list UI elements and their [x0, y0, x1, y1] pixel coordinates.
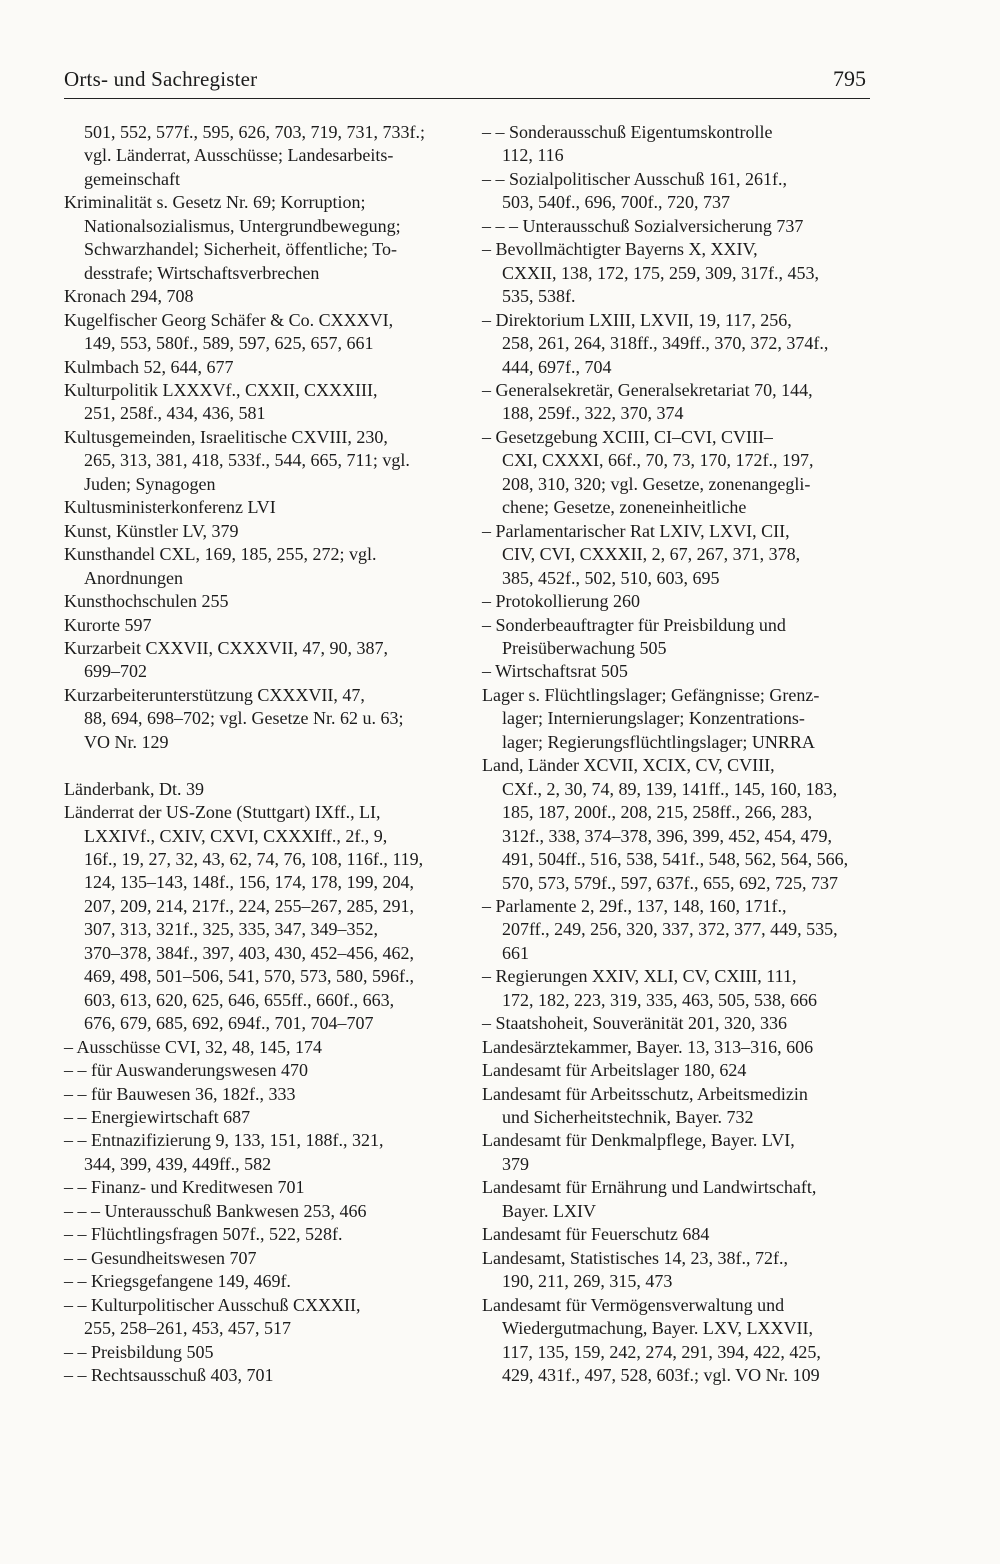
index-line: LXXIVf., CXIV, CXVI, CXXXIff., 2f., 9, — [84, 825, 388, 846]
index-entry — [64, 356, 452, 379]
index-line: 124, 135–143, 148f., 156, 174, 178, 199, 204, — [84, 872, 414, 893]
index-line: Kulturpolitik LXXXVf., CXXII, CXXXIII, — [64, 379, 378, 400]
index-entry — [482, 684, 870, 754]
index-line: Landesamt, Statistisches 14, 23, 38f., 72f., — [482, 1247, 788, 1268]
index-entry — [482, 895, 870, 965]
index-entry — [482, 168, 870, 215]
index-line: und Sicherheitstechnik, Bayer. 732 — [502, 1107, 754, 1128]
index-entry — [64, 543, 452, 590]
index-line: Kurzarbeit CXXVII, CXXXVII, 47, 90, 387, — [64, 637, 388, 658]
index-line: Landesärztekammer, Bayer. 13, 313–316, 606 — [482, 1036, 814, 1057]
index-entry — [482, 426, 870, 520]
index-line: Land, Länder XCVII, XCIX, CV, CVIII, — [482, 755, 775, 776]
index-line: – Bevollmächtigter Bayerns X, XXIV, — [482, 239, 758, 260]
running-head — [64, 58, 870, 99]
index-line: Kriminalität s. Gesetz Nr. 69; Korruption; — [64, 192, 366, 213]
index-entry — [482, 1176, 870, 1223]
index-line: – Sonderbeauftragter für Preisbildung und — [482, 614, 786, 635]
index-entry — [482, 1294, 870, 1388]
index-line: VO Nr. 129 — [84, 731, 169, 752]
index-line: gemeinschaft — [84, 168, 180, 189]
index-line: 172, 182, 223, 319, 335, 463, 505, 538, 666 — [502, 989, 817, 1010]
index-line: 185, 187, 200f., 208, 215, 258ff., 266, 283, — [502, 802, 813, 823]
index-entry — [482, 614, 870, 661]
index-line: 699–702 — [84, 661, 147, 682]
index-line: Nationalsozialismus, Untergrundbewegung; — [84, 215, 401, 236]
index-entry — [482, 1012, 870, 1035]
index-entry — [64, 590, 452, 613]
index-entry — [64, 1341, 452, 1364]
index-line: 535, 538f. — [502, 286, 576, 307]
index-line: – Parlamente 2, 29f., 137, 148, 160, 171f., — [482, 895, 787, 916]
index-entry — [64, 1129, 452, 1176]
index-entry — [64, 1223, 452, 1246]
index-line: 503, 540f., 696, 700f., 720, 737 — [502, 192, 730, 213]
index-line: 570, 573, 579f., 597, 637f., 655, 692, 725, 737 — [502, 872, 838, 893]
index-line: lager; Regierungsflüchtlingslager; UNRRA — [502, 731, 815, 752]
index-entry — [64, 1036, 452, 1059]
index-line: – – Flüchtlingsfragen 507f., 522, 528f. — [64, 1224, 343, 1245]
index-entry-continued — [64, 121, 452, 191]
index-line: lager; Internierungslager; Konzentrations- — [502, 708, 805, 729]
index-line: – – Finanz- und Kreditwesen 701 — [64, 1177, 305, 1198]
index-line: Juden; Synagogen — [84, 473, 216, 494]
index-entry — [482, 215, 870, 238]
index-line: Kultusministerkonferenz LVI — [64, 497, 276, 518]
index-entry — [64, 520, 452, 543]
index-line: Landesamt für Arbeitsschutz, Arbeitsmedizin — [482, 1083, 808, 1104]
index-line: 491, 504ff., 516, 538, 541f., 548, 562, 564, 566, — [502, 849, 849, 870]
index-line: Anordnungen — [84, 567, 183, 588]
index-line: Kugelfischer Georg Schäfer & Co. CXXXVI, — [64, 309, 394, 330]
index-entry — [64, 1200, 452, 1223]
index-line: 190, 211, 269, 315, 473 — [502, 1271, 673, 1292]
index-line: 385, 452f., 502, 510, 603, 695 — [502, 567, 720, 588]
index-line: – Protokollierung 260 — [482, 591, 640, 612]
index-line: – Staatshoheit, Souveränität 201, 320, 336 — [482, 1013, 787, 1034]
index-line: 661 — [502, 942, 529, 963]
index-line: CXf., 2, 30, 74, 89, 139, 141ff., 145, 160, 183, — [502, 778, 838, 799]
index-line: Kurzarbeiterunterstützung CXXXVII, 47, — [64, 684, 365, 705]
index-entry — [482, 1247, 870, 1294]
index-line: – Direktorium LXIII, LXVII, 19, 117, 256, — [482, 309, 792, 330]
index-line: vgl. Länderrat, Ausschüsse; Landesarbeits- — [84, 145, 394, 166]
index-line: 501, 552, 577f., 595, 626, 703, 719, 731, 733f.; — [84, 122, 425, 142]
index-line: 207ff., 249, 256, 320, 337, 372, 377, 449, 535, — [502, 919, 838, 940]
index-line: CXXII, 138, 172, 175, 259, 309, 317f., 453, — [502, 262, 819, 283]
index-line: – Ausschüsse CVI, 32, 48, 145, 174 — [64, 1036, 323, 1057]
index-line: 307, 313, 321f., 325, 335, 347, 349–352, — [84, 919, 378, 940]
index-line: Lager s. Flüchtlingslager; Gefängnisse; Grenz- — [482, 684, 820, 705]
index-line: Kunsthandel CXL, 169, 185, 255, 272; vgl. — [64, 544, 377, 565]
index-line: Preisüberwachung 505 — [502, 637, 667, 658]
index-line: chene; Gesetze, zoneneinheitliche — [502, 497, 747, 518]
index-line: 429, 431f., 497, 528, 603f.; vgl. VO Nr. 109 — [502, 1365, 820, 1386]
index-entry — [64, 801, 452, 1036]
index-line: – – – Unterausschuß Bankwesen 253, 466 — [64, 1200, 367, 1221]
index-line: – – Entnazifizierung 9, 133, 151, 188f., 321, — [64, 1130, 384, 1151]
index-entry — [64, 684, 452, 754]
index-entry — [482, 1129, 870, 1176]
index-entry — [64, 1270, 452, 1293]
index-line: – – Energiewirtschaft 687 — [64, 1107, 251, 1128]
index-line: Länderbank, Dt. 39 — [64, 778, 204, 799]
index-entry — [64, 426, 452, 496]
index-line: – – Preisbildung 505 — [64, 1341, 214, 1362]
index-line: Kronach 294, 708 — [64, 286, 194, 307]
index-line: CXI, CXXXI, 66f., 70, 73, 170, 172f., 197, — [502, 450, 814, 471]
index-line: Landesamt für Ernährung und Landwirtschaft, — [482, 1177, 817, 1198]
index-line: 676, 679, 685, 692, 694f., 701, 704–707 — [84, 1013, 374, 1034]
index-line: – – Rechtsausschuß 403, 701 — [64, 1365, 274, 1385]
index-entry — [64, 1294, 452, 1341]
index-entry — [482, 520, 870, 590]
index-column-left — [64, 121, 452, 1387]
index-line: 16f., 19, 27, 32, 43, 62, 74, 76, 108, 116f., 119, — [84, 849, 424, 870]
index-entry — [64, 637, 452, 684]
index-entry — [64, 309, 452, 356]
index-entry — [482, 965, 870, 1012]
index-line: Landesamt für Denkmalpflege, Bayer. LVI, — [482, 1130, 795, 1151]
index-line: 265, 313, 381, 418, 533f., 544, 665, 711; vgl. — [84, 450, 410, 471]
index-line: – – für Auswanderungswesen 470 — [64, 1060, 308, 1081]
index-line: 344, 399, 439, 449ff., 582 — [84, 1153, 272, 1174]
index-line: Bayer. LXIV — [502, 1200, 596, 1221]
index-line: Landesamt für Arbeitslager 180, 624 — [482, 1060, 747, 1081]
index-entry — [482, 1223, 870, 1246]
index-line: Landesamt für Vermögensverwaltung und — [482, 1294, 785, 1315]
index-entry — [482, 660, 870, 683]
page-number: 795 — [833, 66, 866, 91]
index-line: Landesamt für Feuerschutz 684 — [482, 1224, 710, 1245]
index-line: – – Sozialpolitischer Ausschuß 161, 261f., — [482, 168, 787, 189]
index-entry — [64, 191, 452, 285]
index-line: – Generalsekretär, Generalsekretariat 70, 144, — [482, 379, 813, 400]
index-line: Schwarzhandel; Sicherheit, öffentliche; To- — [84, 239, 397, 260]
index-entry — [482, 1083, 870, 1130]
index-entry — [482, 238, 870, 308]
index-entry — [64, 285, 452, 308]
index-line: Wiedergutmachung, Bayer. LXV, LXXVII, — [502, 1318, 814, 1339]
index-line: 255, 258–261, 453, 457, 517 — [84, 1318, 291, 1339]
index-entry — [482, 754, 870, 895]
index-entry — [482, 1036, 870, 1059]
index-entry — [64, 614, 452, 637]
index-line: 88, 694, 698–702; vgl. Gesetze Nr. 62 u. 63; — [84, 708, 404, 729]
index-line: – Regierungen XXIV, XLI, CV, CXIII, 111, — [482, 966, 797, 987]
index-line: 149, 553, 580f., 589, 597, 625, 657, 661 — [84, 333, 374, 354]
index-line: Kunst, Künstler LV, 379 — [64, 520, 239, 541]
index-line: 603, 613, 620, 625, 646, 655ff., 660f., 663, — [84, 989, 395, 1010]
index-entry — [64, 1247, 452, 1270]
index-line: 444, 697f., 704 — [502, 356, 612, 377]
index-line: Kulmbach 52, 644, 677 — [64, 356, 234, 377]
running-title: Orts- und Sachregister — [64, 67, 258, 91]
index-entry — [64, 1059, 452, 1082]
index-entry — [482, 590, 870, 613]
index-line: Kunsthochschulen 255 — [64, 591, 229, 612]
index-line: 188, 259f., 322, 370, 374 — [502, 403, 684, 424]
index-line: 251, 258f., 434, 436, 581 — [84, 403, 266, 424]
index-entry — [482, 379, 870, 426]
index-line: 112, 116 — [502, 145, 564, 166]
index-line: – Parlamentarischer Rat LXIV, LXVI, CII, — [482, 520, 790, 541]
index-line: 208, 310, 320; vgl. Gesetze, zonenangegli- — [502, 473, 811, 494]
index-line: 469, 498, 501–506, 541, 570, 573, 580, 596f., — [84, 966, 414, 987]
index-line: desstrafe; Wirtschaftsverbrechen — [84, 262, 320, 283]
index-line: 117, 135, 159, 242, 274, 291, 394, 422, 425, — [502, 1341, 821, 1362]
section-gap — [64, 754, 452, 777]
index-entry — [64, 1083, 452, 1106]
index-entry — [64, 778, 452, 801]
index-line: 207, 209, 214, 217f., 224, 255–267, 285, 291, — [84, 895, 414, 916]
index-line: – – Gesundheitswesen 707 — [64, 1247, 257, 1268]
index-entry — [64, 1176, 452, 1199]
index-entry — [64, 1364, 452, 1387]
index-line: – Gesetzgebung XCIII, CI–CVI, CVIII– — [482, 426, 773, 447]
index-line: 258, 261, 264, 318ff., 349ff., 370, 372, 374f., — [502, 333, 829, 354]
index-line: Kultusgemeinden, Israelitische CXVIII, 230, — [64, 426, 388, 447]
index-entry — [64, 379, 452, 426]
index-entry — [482, 121, 870, 168]
index-line: 370–378, 384f., 397, 403, 430, 452–456, 462, — [84, 942, 414, 963]
index-line: – Wirtschaftsrat 505 — [482, 661, 628, 682]
index-entry — [64, 496, 452, 519]
index-line: 379 — [502, 1153, 529, 1174]
index-line: – – Kriegsgefangene 149, 469f. — [64, 1271, 291, 1292]
index-line: Länderrat der US-Zone (Stuttgart) IXff., LI, — [64, 802, 381, 823]
index-column-right — [482, 121, 870, 1387]
index-entry — [482, 1059, 870, 1082]
index-line: Kurorte 597 — [64, 614, 152, 635]
index-line: – – – Unterausschuß Sozialversicherung 737 — [482, 215, 804, 236]
index-entry — [482, 309, 870, 379]
index-line: – – Sonderausschuß Eigentumskontrolle — [482, 122, 773, 142]
index-line: – – für Bauwesen 36, 182f., 333 — [64, 1083, 296, 1104]
index-entry — [64, 1106, 452, 1129]
index-line: CIV, CVI, CXXXII, 2, 67, 267, 371, 378, — [502, 544, 801, 565]
index-line: – – Kulturpolitischer Ausschuß CXXXII, — [64, 1294, 361, 1315]
index-line: 312f., 338, 374–378, 396, 399, 452, 454, 479, — [502, 825, 832, 846]
